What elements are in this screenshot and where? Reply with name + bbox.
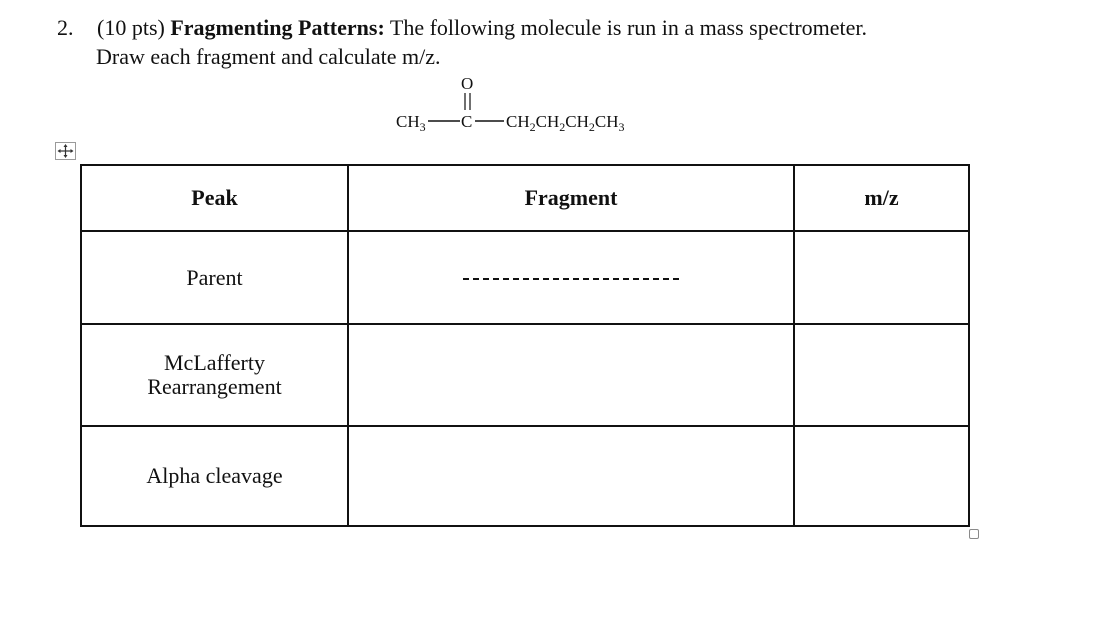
peak-parent: Parent: [81, 231, 348, 324]
table-header-row: [81, 165, 969, 231]
question-instruction-1: The following molecule is run in a mass spectrometer.: [389, 15, 868, 40]
move-arrows-icon: [56, 143, 75, 159]
question-topic: Fragmenting Patterns:: [170, 15, 385, 40]
fragment-table: [80, 164, 970, 527]
fragment-cell[interactable]: [348, 324, 794, 426]
question-instruction-2: Draw each fragment and calculate m/z.: [96, 44, 441, 69]
question-number: 2.: [57, 15, 74, 40]
answer-blank-line: [463, 278, 679, 280]
header-peak: Peak: [81, 165, 348, 231]
table-move-handle[interactable]: [55, 142, 76, 160]
question-line-1: [57, 15, 867, 41]
table-resize-handle[interactable]: [969, 529, 979, 539]
fragment-cell[interactable]: [348, 231, 794, 324]
header-mz: m/z: [794, 165, 969, 231]
table-row: [81, 324, 969, 426]
alkyl-chain: $CH_2CH_2CH_2CH_3$: [506, 112, 625, 134]
peak-alpha-cleavage: Alpha cleavage: [81, 426, 348, 526]
mz-cell[interactable]: [794, 426, 969, 526]
question-line-2: [96, 44, 440, 70]
table-row: [81, 426, 969, 526]
peak-mclafferty: McLafferty Rearrangement: [81, 324, 348, 426]
left-methyl: $CH_3$: [396, 112, 426, 134]
mz-cell[interactable]: [794, 231, 969, 324]
question-points: (10 pts): [97, 15, 165, 40]
carbonyl-oxygen: O: [461, 76, 474, 93]
fragment-cell[interactable]: [348, 426, 794, 526]
carbonyl-carbon: C: [461, 112, 473, 131]
header-fragment: Fragment: [348, 165, 794, 231]
mz-cell[interactable]: [794, 324, 969, 426]
molecule-structure: [390, 76, 690, 136]
table-row: [81, 231, 969, 324]
